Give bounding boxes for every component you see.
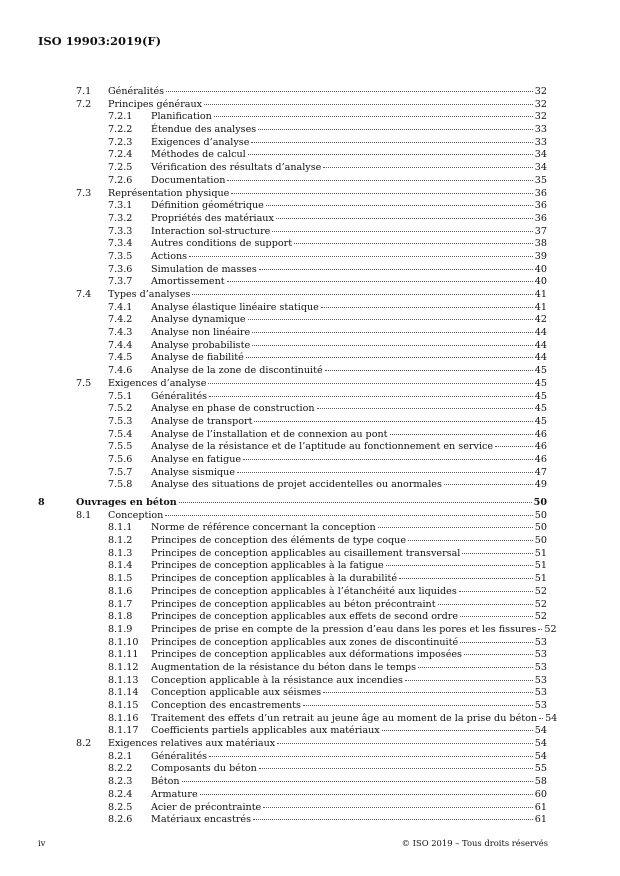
toc-entry-title: Béton <box>151 776 180 788</box>
dot-leader <box>165 514 532 516</box>
toc-entry[interactable]: 8.1.2 Principes de conception des éléments de type coque 50 <box>108 535 547 547</box>
toc-entry-title: Représentation physique <box>108 187 230 199</box>
dot-leader <box>254 420 532 422</box>
toc-entry-page: 52 <box>534 585 547 597</box>
toc-entry-title: Principes de conception applicables aux effets de second ordre <box>151 611 459 623</box>
toc-entry[interactable]: 7.4.3 Analyse non linéaire 44 <box>108 327 547 339</box>
dot-leader <box>251 141 532 143</box>
toc-entry[interactable]: 7.3.4 Autres conditions de support 38 <box>108 238 547 250</box>
toc-entry-page: 61 <box>534 814 547 826</box>
toc-entry-page: 50 <box>533 497 547 508</box>
toc-entry-page: 54 <box>545 712 558 724</box>
toc-entry-page: 58 <box>534 776 547 788</box>
toc-entry-title: Principes de conception applicables à la fatigue <box>151 560 384 572</box>
toc-entry-title: Exigences d’analyse <box>108 377 207 389</box>
dot-leader <box>495 445 533 447</box>
toc-entry-title: Principes généraux <box>108 98 203 110</box>
toc-entry-title: Planification <box>151 111 212 123</box>
toc-entry-number: 7.4 <box>76 289 92 300</box>
dot-leader <box>408 539 533 541</box>
toc-entry-number: 7.2 <box>76 98 92 110</box>
toc-entry-title: Analyse de la résistance et de l’aptitude au fonctionnement en service <box>151 441 494 453</box>
toc-entry-title: Analyse des situations de projet accidentelles ou anormales <box>151 479 442 491</box>
toc-entry-number: 7.5 <box>76 377 92 389</box>
toc-entry[interactable]: 8.2.2 Composants du béton 55 <box>108 763 547 775</box>
dot-leader <box>321 306 533 308</box>
toc-entry-title: Simulation de masses <box>151 263 257 275</box>
dot-leader <box>303 704 533 706</box>
toc-entry[interactable] <box>76 99 547 112</box>
toc-entry[interactable]: 8.1.11 Principes de conception applicables aux déformations imposées 53 <box>108 649 547 661</box>
toc-entry-page: 40 <box>534 263 547 275</box>
toc-entry[interactable]: 8.1.6 Principes de conception applicables à l’étanchéité aux liquides 52 <box>108 585 547 597</box>
toc-entry[interactable]: 7.2.3 Exigences d’analyse 33 <box>108 136 547 148</box>
toc-entry[interactable]: 7.2.4 Méthodes de calcul 34 <box>108 149 547 161</box>
toc-entry-title: Exigences relatives aux matériaux <box>108 738 276 750</box>
toc-entry-page: 44 <box>534 339 547 351</box>
dot-leader <box>209 755 533 757</box>
toc-entry-page: 34 <box>534 149 547 161</box>
toc-entry[interactable]: 7.3.6 Simulation de masses 40 <box>108 263 547 275</box>
toc-entry[interactable]: 8.2.6 Matériaux encastrés 61 <box>108 814 547 826</box>
toc-entry-title: Méthodes de calcul <box>151 149 246 161</box>
toc-entry-page: 55 <box>534 763 547 775</box>
toc-entry-title: Principes de conception applicables aux zones de discontinuité <box>151 636 459 648</box>
toc-entry-page: 45 <box>534 415 547 427</box>
toc-entry-title: Types d’analyses <box>108 289 191 300</box>
toc-entry[interactable]: 8.1.1 Norme de référence concernant la conception 50 <box>108 522 547 534</box>
toc-entry[interactable]: 8.1.5 Principes de conception applicables à la durabilité 51 <box>108 573 547 585</box>
toc-entry[interactable] <box>76 738 547 751</box>
toc-entry-page: 49 <box>534 479 547 491</box>
toc-entry-page: 34 <box>534 162 547 174</box>
toc-entry-page: 45 <box>534 365 547 377</box>
toc-entry[interactable] <box>76 188 547 201</box>
toc-entry[interactable]: 7.3.5 Actions 39 <box>108 250 547 262</box>
toc-entry-page: 52 <box>534 598 547 610</box>
dot-leader <box>277 742 533 744</box>
toc-entry-title: Généralités <box>151 750 208 762</box>
dot-leader <box>237 471 533 473</box>
toc-entry-title: Principes de prise en compte de la pression d’eau dans les pores et les fissures <box>151 623 537 635</box>
toc-entry-title: Généralités <box>151 390 208 402</box>
toc-entry-title: Documentation <box>151 174 226 186</box>
dot-leader <box>263 806 533 808</box>
toc-entry-page: 42 <box>534 314 547 326</box>
toc-entry-page: 53 <box>534 700 547 711</box>
toc-entry-title: Analyse de l’installation et de connexion au pont <box>151 428 388 440</box>
toc-entry[interactable]: 8.1.12 Augmentation de la résistance du béton dans le temps 53 <box>108 661 547 673</box>
dot-leader <box>538 628 542 630</box>
toc-entry[interactable]: 7.4.2 Analyse dynamique 42 <box>108 314 547 326</box>
dot-leader <box>317 407 533 409</box>
toc-entry[interactable]: 8.1.15 Conception des encastrements 53 <box>108 700 547 711</box>
dot-leader <box>192 293 532 295</box>
toc-entry-title: Étendue des analyses <box>151 124 257 136</box>
dot-leader <box>386 564 533 566</box>
toc-entry-page: 61 <box>534 801 547 813</box>
toc-entry-title: Autres conditions de support <box>151 238 293 250</box>
dot-leader <box>460 641 533 643</box>
toc-entry[interactable] <box>76 86 547 99</box>
toc-entry-page: 32 <box>534 111 547 123</box>
toc-entry[interactable] <box>76 510 547 523</box>
dot-leader <box>248 153 533 155</box>
toc-entry-page: 52 <box>534 611 547 623</box>
document-header <box>38 34 161 48</box>
toc-entry-page: 36 <box>534 212 547 224</box>
dot-leader <box>276 217 533 219</box>
toc-entry-title: Conception applicable à la résistance aux incendies <box>151 674 403 686</box>
toc-entry-page: 46 <box>534 453 547 465</box>
toc-entry-title: Vérification des résultats d’analyse <box>151 162 322 174</box>
toc-entry[interactable]: 8 Ouvrages en béton 50 <box>38 497 547 508</box>
toc-entry[interactable]: 7.2.2 Étendue des analyses 33 <box>108 124 547 136</box>
toc-entry-title: Analyse de fiabilité <box>151 352 244 364</box>
toc-entry-number: 7.1 <box>76 86 92 97</box>
toc-entry-title: Principes de conception applicables aux déformations imposées <box>151 649 462 661</box>
dot-leader <box>259 268 533 270</box>
toc-entry[interactable]: 8.1.17 Coefficients partiels applicables aux matériaux 54 <box>108 725 547 737</box>
toc-entry-page: 53 <box>534 636 547 648</box>
toc-entry-title: Conception applicable aux séismes <box>151 687 322 699</box>
toc-entry[interactable] <box>76 289 547 302</box>
toc-entry-title: Principes de conception applicables à la durabilité <box>151 573 398 585</box>
dot-leader <box>227 280 533 282</box>
toc-entry-page: 33 <box>534 136 547 148</box>
toc-entry-title: Analyse en fatigue <box>151 453 242 465</box>
toc-entry-title: Analyse probabiliste <box>151 339 251 351</box>
toc-entry-title: Analyse de la zone de discontinuité <box>151 365 323 377</box>
toc-entry-title: Conception <box>108 509 164 521</box>
toc-entry-page: 53 <box>534 661 547 673</box>
toc-entry-page: 51 <box>534 547 547 559</box>
toc-entry-page: 51 <box>534 573 547 585</box>
toc-entry[interactable]: 7.3.3 Interaction sol-structure 37 <box>108 225 547 237</box>
dot-leader <box>390 433 533 435</box>
toc-entry[interactable]: 8.2.1 Généralités 54 <box>108 750 547 762</box>
toc-entry-title: Principes de conception des éléments de type coque <box>151 535 406 547</box>
dot-leader <box>460 615 533 617</box>
dot-leader <box>399 577 533 579</box>
dot-leader <box>209 395 533 397</box>
toc-entry[interactable]: 8.1.16 Traitement des effets d’un retrait au jeune âge au moment de la prise du béton 54 <box>108 712 558 724</box>
toc-entry[interactable]: 8.1.7 Principes de conception applicables au béton précontraint 52 <box>108 598 547 610</box>
toc-entry[interactable]: 7.5.6 Analyse en fatigue 46 <box>108 453 547 465</box>
dot-leader <box>166 90 533 92</box>
dot-leader <box>462 552 532 554</box>
dot-leader <box>405 679 533 681</box>
page-number: iv <box>38 838 46 848</box>
toc-entry-title: Composants du béton <box>151 763 257 775</box>
dot-leader <box>252 344 533 346</box>
toc-entry[interactable]: 7.5.7 Analyse sismique 47 <box>108 466 547 478</box>
toc-entry-title: Analyse de transport <box>151 415 253 427</box>
dot-leader <box>248 318 533 320</box>
toc-entry[interactable]: 8.1.13 Conception applicable à la résistance aux incendies 53 <box>108 674 547 686</box>
toc-entry[interactable]: 7.5.2 Analyse en phase de construction 45 <box>108 403 547 415</box>
dot-leader <box>382 729 533 731</box>
toc-entry-page: 53 <box>534 687 547 699</box>
toc-entry-title: Propriétés des matériaux <box>151 212 274 224</box>
dot-leader <box>243 458 533 460</box>
toc-entry[interactable]: 8.1.4 Principes de conception applicables à la fatigue 51 <box>108 560 547 572</box>
toc-entry-page: 50 <box>534 535 547 547</box>
dot-leader <box>378 526 533 528</box>
toc-entry-title: Matériaux encastrés <box>151 814 252 826</box>
toc-entry-number: 7.3 <box>76 187 92 199</box>
toc-entry-page: 36 <box>534 200 547 212</box>
dot-leader <box>182 780 533 782</box>
toc-entry-page: 52 <box>544 623 557 635</box>
toc-entry[interactable]: 7.5.8 Analyse des situations de projet accidentelles ou anormales 49 <box>108 479 547 491</box>
copyright-notice: © ISO 2019 – Tous droits réservés <box>401 838 548 848</box>
toc-entry[interactable]: 8.1.9 Principes de prise en compte de la pression d’eau dans les pores et les fissures 52 <box>108 623 557 635</box>
toc-entry-page: 39 <box>534 250 547 262</box>
toc-entry[interactable]: 7.4.6 Analyse de la zone de discontinuité 45 <box>108 365 547 377</box>
toc-entry-page: 54 <box>534 725 547 737</box>
toc-entry[interactable]: 8.1.10 Principes de conception applicables aux zones de discontinuité 53 <box>108 636 547 648</box>
toc-entry[interactable]: 7.3.2 Propriétés des matériaux 36 <box>108 212 547 224</box>
toc-entry[interactable]: 8.2.4 Armature 60 <box>108 788 547 800</box>
toc-entry-title: Norme de référence concernant la conception <box>151 522 376 534</box>
dot-leader <box>252 331 533 333</box>
toc-entry-page: 54 <box>534 750 547 762</box>
toc-entry[interactable]: 8.1.8 Principes de conception applicables aux effets de second ordre 52 <box>108 611 547 623</box>
toc-entry-title: Actions <box>151 250 188 262</box>
dot-leader <box>204 103 533 105</box>
table-of-contents <box>38 86 558 827</box>
toc-entry[interactable]: 7.2.1 Planification 32 <box>108 111 547 123</box>
toc-entry-number: 8.2 <box>76 738 92 750</box>
toc-entry-title: Analyse sismique <box>151 466 236 478</box>
toc-entry[interactable]: 7.5.4 Analyse de l’installation et de connexion au pont 46 <box>108 428 547 440</box>
toc-entry-number: 8.1 <box>76 509 92 521</box>
toc-entry-title: Analyse élastique linéaire statique <box>151 301 319 313</box>
toc-entry-page: 32 <box>534 86 547 97</box>
dot-leader <box>444 483 533 485</box>
toc-entry[interactable]: 7.4.5 Analyse de fiabilité 44 <box>108 352 547 364</box>
toc-entry-title: Ouvrages en béton <box>76 497 177 508</box>
toc-entry-page: 37 <box>534 225 547 237</box>
toc-entry[interactable]: 7.4.4 Analyse probabiliste 44 <box>108 339 547 351</box>
dot-leader <box>294 242 533 244</box>
toc-entry[interactable]: 7.2.6 Documentation 35 <box>108 174 547 186</box>
toc-entry[interactable]: 8.2.5 Acier de précontrainte 61 <box>108 801 547 813</box>
dot-leader <box>179 501 532 503</box>
toc-entry-title: Exigences d’analyse <box>151 136 250 148</box>
dot-leader <box>266 204 533 206</box>
toc-entry-page: 60 <box>534 788 547 800</box>
toc-entry-page: 51 <box>534 560 547 572</box>
toc-entry-page: 36 <box>534 187 547 199</box>
toc-entry-page: 50 <box>534 522 547 534</box>
toc-entry[interactable]: 8.1.3 Principes de conception applicables au cisaillement transversal 51 <box>108 547 547 559</box>
dot-leader <box>418 666 533 668</box>
toc-entry-title: Conception des encastrements <box>151 700 301 711</box>
toc-entry[interactable] <box>76 378 547 391</box>
toc-entry-page: 41 <box>534 289 547 300</box>
toc-entry-page: 38 <box>534 238 547 250</box>
toc-entry-page: 53 <box>534 674 547 686</box>
toc-entry-page: 35 <box>534 174 547 186</box>
dot-leader <box>231 192 532 194</box>
toc-entry-title: Définition géométrique <box>151 200 264 212</box>
toc-entry-title: Analyse en phase de construction <box>151 403 315 415</box>
toc-entry-page: 46 <box>534 441 547 453</box>
dot-leader <box>227 179 532 181</box>
toc-entry-page: 53 <box>534 649 547 661</box>
dot-leader <box>200 793 533 795</box>
dot-leader <box>258 128 533 130</box>
dot-leader <box>208 382 532 384</box>
toc-entry[interactable]: 7.4.1 Analyse élastique linéaire statique 41 <box>108 301 547 313</box>
toc-entry-title: Principes de conception applicables à l’étanchéité aux liquides <box>151 585 457 597</box>
toc-entry-page: 45 <box>534 377 547 389</box>
toc-entry-title: Analyse non linéaire <box>151 327 251 339</box>
dot-leader <box>323 691 533 693</box>
toc-entry[interactable]: 8.1.14 Conception applicable aux séismes 53 <box>108 687 547 699</box>
toc-entry-page: 46 <box>534 428 547 440</box>
toc-entry-title: Principes de conception applicables au cisaillement transversal <box>151 547 461 559</box>
toc-entry-title: Armature <box>151 788 198 800</box>
dot-leader <box>189 255 533 257</box>
toc-entry[interactable]: 7.3.1 Définition géométrique 36 <box>108 200 547 212</box>
toc-entry-title: Amortissement <box>151 276 225 288</box>
toc-entry-page: 45 <box>534 403 547 415</box>
dot-leader <box>253 818 533 820</box>
toc-entry-page: 47 <box>534 466 547 478</box>
toc-entry-title: Traitement des effets d’un retrait au jeune âge au moment de la prise du béton <box>151 712 538 724</box>
toc-entry-title: Principes de conception applicables au béton précontraint <box>151 598 436 610</box>
toc-entry-title: Généralités <box>108 86 165 97</box>
dot-leader <box>325 369 533 371</box>
toc-entry-page: 44 <box>534 327 547 339</box>
dot-leader <box>259 767 533 769</box>
toc-entry-page: 32 <box>534 98 547 110</box>
dot-leader <box>272 230 532 232</box>
dot-leader <box>539 717 543 719</box>
toc-entry-title: Augmentation de la résistance du béton dans le temps <box>151 661 416 673</box>
dot-leader <box>214 115 533 117</box>
toc-entry[interactable]: 7.5.1 Généralités 45 <box>108 390 547 402</box>
toc-entry[interactable]: 7.3.7 Amortissement 40 <box>108 276 547 288</box>
dot-leader <box>246 356 533 358</box>
toc-entry[interactable]: 7.5.3 Analyse de transport 45 <box>108 415 547 427</box>
toc-entry[interactable]: 8.2.3 Béton 58 <box>108 776 547 788</box>
dot-leader <box>438 603 533 605</box>
document-id: ISO 19903:2019(F) <box>38 34 162 48</box>
dot-leader <box>464 653 533 655</box>
dot-leader <box>459 590 533 592</box>
toc-entry-page: 40 <box>534 276 547 288</box>
toc-entry-page: 50 <box>534 509 547 521</box>
toc-entry-title: Interaction sol-structure <box>151 225 271 237</box>
dot-leader <box>323 166 532 168</box>
toc-entry-title: Coefficients partiels applicables aux matériaux <box>151 725 380 737</box>
page-footer <box>38 838 548 848</box>
toc-entry-page: 45 <box>534 390 547 402</box>
toc-entry[interactable]: 7.5.5 Analyse de la résistance et de l’aptitude au fonctionnement en service 46 <box>108 441 547 453</box>
toc-entry-title: Acier de précontrainte <box>151 801 262 813</box>
toc-entry-title: Analyse dynamique <box>151 314 246 326</box>
toc-entry-page: 44 <box>534 352 547 364</box>
toc-entry-page: 41 <box>534 301 547 313</box>
toc-entry[interactable]: 7.2.5 Vérification des résultats d’analyse 34 <box>108 162 547 174</box>
toc-entry-page: 33 <box>534 124 547 136</box>
toc-entry-page: 54 <box>534 738 547 750</box>
